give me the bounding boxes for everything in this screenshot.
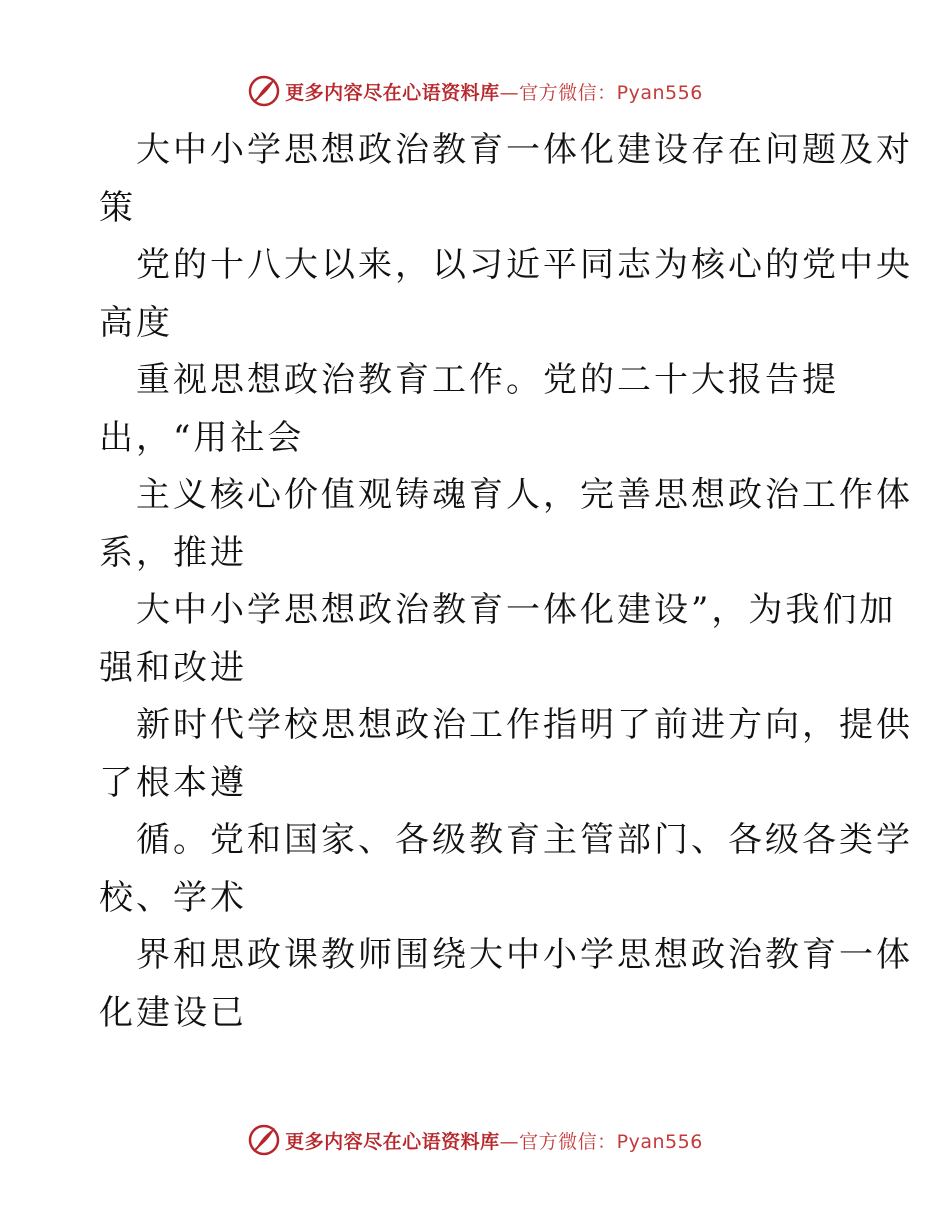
line-1-first: 大中小学思想政治教育一体化建设存在问题及对 (136, 130, 913, 170)
line-8-rest: 化建设已 (99, 992, 247, 1033)
line-4-rest: 系，推进 (99, 532, 247, 573)
header-banner-title: 更多内容尽在心语资料库 (285, 81, 500, 104)
line-3-rest: 出，“用社会 (99, 417, 305, 458)
document-body (99, 122, 913, 1042)
quill-logo-icon (247, 74, 281, 108)
line-4-first: 主义核心价值观铸魂育人，完善思想政治工作体 (136, 475, 913, 515)
line-6-rest: 了根本遵 (99, 762, 247, 803)
header-banner-contact: —官方微信：Pyan556 (499, 81, 703, 104)
text-line-4 (99, 467, 913, 582)
text-line-1 (99, 122, 913, 237)
text-line-6 (99, 697, 913, 812)
text-line-3 (99, 352, 859, 467)
quill-logo-icon (247, 1123, 281, 1157)
line-5-first: 大中小学思想政治教育一体化建设”，为我们加 (136, 590, 897, 630)
text-line-8 (99, 927, 913, 1042)
footer-banner-contact: —官方微信：Pyan556 (499, 1130, 703, 1153)
header-banner-text (285, 78, 703, 105)
footer-banner (0, 1120, 950, 1160)
line-8-first: 界和思政课教师围绕大中小学思想政治教育一体 (136, 935, 913, 975)
line-1-rest: 策 (99, 187, 136, 228)
text-line-7 (99, 812, 913, 927)
footer-banner-title: 更多内容尽在心语资料库 (285, 1130, 500, 1153)
line-5-rest: 强和改进 (99, 647, 247, 688)
line-7-first: 循。党和国家、各级教育主管部门、各级各类学 (136, 820, 913, 860)
line-7-rest: 校、学术 (99, 877, 247, 918)
footer-banner-text (285, 1127, 703, 1154)
text-line-2 (99, 237, 913, 352)
header-banner (0, 71, 950, 111)
line-2-rest: 高度 (99, 302, 173, 343)
line-3-first: 重视思想政治教育工作。党的二十大报告提 (136, 360, 839, 400)
line-6-first: 新时代学校思想政治工作指明了前进方向，提供 (136, 705, 913, 745)
line-2-first: 党的十八大以来，以习近平同志为核心的党中央 (136, 245, 913, 285)
text-line-5 (99, 582, 897, 697)
